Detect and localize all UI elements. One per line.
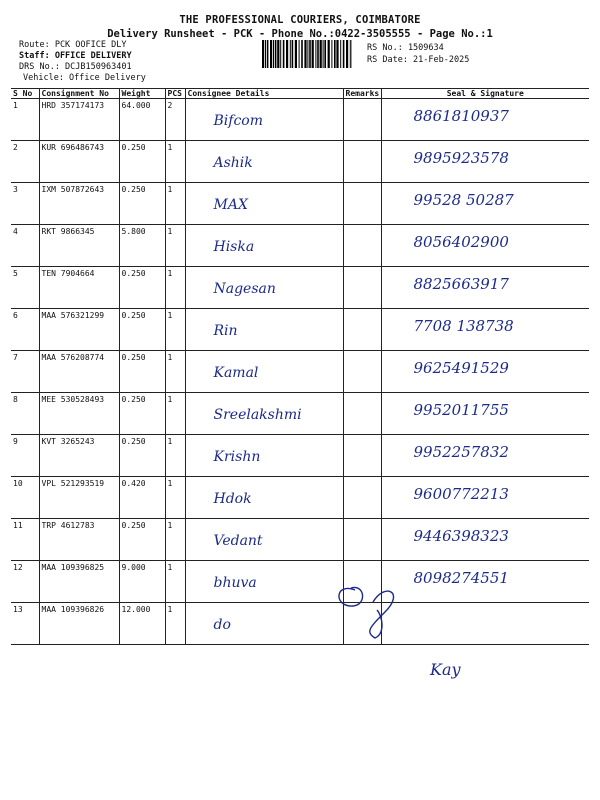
cell-pcs-text: 1 (167, 227, 173, 236)
cell-signature-text: 9625491529 (413, 359, 509, 377)
cell-weight-text: 0.250 (121, 311, 146, 320)
cell-weight-text: 0.250 (121, 395, 146, 404)
cell-remarks (343, 393, 381, 435)
barcode-bar (270, 40, 272, 68)
cell-consignment-no-text: MAA 576208774 (41, 353, 105, 362)
cell-consignee-name-text: Bifcom (213, 113, 263, 129)
barcode-bar (265, 40, 266, 68)
cell-signature (381, 393, 589, 435)
cell-consignee-name (185, 435, 343, 477)
footer-initials-signature: Kay (430, 660, 461, 679)
cell-consignment-no (39, 435, 119, 477)
cell-consignment-no (39, 309, 119, 351)
cell-pcs-text: 1 (167, 143, 173, 152)
cell-signature-text: 9446398323 (413, 527, 509, 545)
drs-info: DRS No.: DCJB150963401 (19, 62, 132, 72)
cell-pcs (165, 183, 185, 225)
cell-consignment-no-text: TEN 7904664 (41, 269, 95, 278)
cell-remarks (343, 99, 381, 141)
cell-pcs (165, 141, 185, 183)
rs-date: RS Date: 21-Feb-2025 (367, 55, 470, 65)
cell-weight (119, 99, 165, 141)
cell-pcs-text: 1 (167, 395, 173, 404)
cell-weight-text: 0.250 (121, 521, 146, 530)
barcode-bar (295, 40, 297, 68)
cell-sno (11, 225, 39, 267)
cell-signature (381, 309, 589, 351)
cell-sno-text: 2 (13, 143, 18, 152)
barcode-bar (315, 40, 316, 68)
cell-weight-text: 0.250 (121, 353, 146, 362)
cell-remarks (343, 183, 381, 225)
barcode-bar (267, 40, 269, 68)
cell-consignee-name-text: Krishn (213, 449, 261, 465)
cell-consignment-no-text: MAA 576321299 (41, 311, 105, 320)
cell-consignment-no (39, 141, 119, 183)
barcode-image (262, 40, 352, 68)
cell-pcs (165, 519, 185, 561)
cell-weight-text: 0.250 (121, 185, 146, 194)
cell-signature (381, 435, 589, 477)
cell-consignment-no-text: MEE 530528493 (41, 395, 105, 404)
col-consignment: Consignment No (39, 89, 119, 99)
cell-pcs-text: 1 (167, 479, 173, 488)
cell-signature-text: 8098274551 (413, 569, 509, 587)
cell-remarks (343, 477, 381, 519)
cell-signature-text: 9895923578 (413, 149, 509, 167)
cell-sno-text: 11 (13, 521, 23, 530)
cell-consignee-name (185, 99, 343, 141)
cell-pcs-text: 1 (167, 605, 173, 614)
cell-sno-text: 3 (13, 185, 18, 194)
barcode-bar (290, 40, 291, 68)
cell-consignee-name (185, 225, 343, 267)
cell-weight-text: 64.000 (121, 101, 151, 110)
barcode-bar (262, 40, 264, 68)
col-seal-signature: Seal & Signature (381, 89, 589, 99)
cell-weight (119, 141, 165, 183)
table-row (11, 267, 589, 309)
barcode-bar (334, 40, 336, 68)
barcode-bar (317, 40, 319, 68)
cell-consignee-name (185, 351, 343, 393)
table-row (11, 225, 589, 267)
cell-consignment-no-text: TRP 4612783 (41, 521, 95, 530)
scribble-mark (325, 562, 420, 642)
barcode-bar (280, 40, 281, 68)
cell-consignee-name-text: bhuva (213, 575, 257, 591)
cell-consignment-no (39, 183, 119, 225)
cell-sno (11, 267, 39, 309)
barcode-bar (320, 40, 322, 68)
cell-signature (381, 351, 589, 393)
cell-consignee-name (185, 519, 343, 561)
cell-consignee-name (185, 603, 343, 645)
cell-sno-text: 4 (13, 227, 18, 236)
vehicle-info: Vehicle: Office Delivery (23, 73, 146, 83)
col-pcs: PCS (165, 89, 185, 99)
cell-signature (381, 267, 589, 309)
runsheet-table (11, 88, 589, 645)
cell-consignment-no (39, 225, 119, 267)
cell-consignee-name-text: Nagesan (213, 281, 276, 297)
cell-remarks (343, 351, 381, 393)
cell-pcs-text: 1 (167, 311, 173, 320)
cell-pcs-text: 1 (167, 437, 173, 446)
barcode-bar (328, 40, 330, 68)
cell-consignment-no-text: KUR 696486743 (41, 143, 105, 152)
cell-sno (11, 435, 39, 477)
cell-consignment-no (39, 519, 119, 561)
table-row (11, 393, 589, 435)
cell-weight (119, 477, 165, 519)
cell-pcs (165, 477, 185, 519)
cell-sno-text: 5 (13, 269, 18, 278)
cell-sno (11, 561, 39, 603)
table-row (11, 561, 589, 603)
cell-consignment-no (39, 477, 119, 519)
cell-sno (11, 141, 39, 183)
cell-consignee-name (185, 141, 343, 183)
barcode-bar (304, 40, 306, 68)
barcode-bar (350, 40, 351, 68)
cell-consignment-no-text: VPL 521293519 (41, 479, 105, 488)
cell-pcs (165, 99, 185, 141)
barcode-bar (340, 40, 341, 68)
cell-consignee-name (185, 393, 343, 435)
cell-consignee-name (185, 309, 343, 351)
cell-consignment-no-text: RKT 9866345 (41, 227, 95, 236)
table-row (11, 183, 589, 225)
cell-sno (11, 603, 39, 645)
cell-weight (119, 561, 165, 603)
cell-signature-text: 9600772213 (413, 485, 509, 503)
cell-signature (381, 225, 589, 267)
cell-pcs-text: 1 (167, 185, 173, 194)
table-row (11, 99, 589, 141)
barcode-bar (273, 40, 274, 68)
barcode-bar (324, 40, 326, 68)
staff-info: Staff: OFFICE DELIVERY (19, 51, 132, 61)
cell-pcs (165, 309, 185, 351)
table-row (11, 603, 589, 645)
cell-weight-text: 0.250 (121, 269, 146, 278)
cell-signature-text: 99528 50287 (413, 191, 514, 209)
cell-consignment-no-text: MAA 109396826 (41, 605, 105, 614)
barcode-bar (286, 40, 288, 68)
cell-sno-text: 9 (13, 437, 18, 446)
document-title: THE PROFESSIONAL COURIERS, COIMBATORE (179, 14, 421, 26)
cell-pcs-text: 2 (167, 101, 173, 110)
cell-consignee-name-text: Hiska (213, 239, 255, 255)
barcode-bar (307, 40, 308, 68)
barcode-bar (275, 40, 277, 68)
table-row (11, 477, 589, 519)
cell-consignment-no-text: KVT 3265243 (41, 437, 95, 446)
cell-weight (119, 435, 165, 477)
route-info: Route: PCK OOFICE DLY (19, 40, 127, 50)
cell-consignment-no (39, 267, 119, 309)
cell-pcs-text: 1 (167, 353, 173, 362)
cell-consignee-name (185, 267, 343, 309)
barcode-bar (331, 40, 332, 68)
cell-sno-text: 12 (13, 563, 23, 572)
cell-consignee-name-text: Vedant (213, 533, 263, 549)
barcode-bar (299, 40, 300, 68)
cell-pcs (165, 603, 185, 645)
cell-weight (119, 519, 165, 561)
cell-sno-text: 1 (13, 101, 18, 110)
cell-pcs (165, 393, 185, 435)
col-weight: Weight (119, 89, 165, 99)
barcode-bar (301, 40, 303, 68)
cell-sno-text: 7 (13, 353, 18, 362)
cell-pcs (165, 435, 185, 477)
cell-consignee-name (185, 477, 343, 519)
cell-signature-text: 8056402900 (413, 233, 509, 251)
barcode-bar (283, 40, 285, 68)
cell-weight-text: 0.420 (121, 479, 146, 488)
cell-sno (11, 393, 39, 435)
cell-weight (119, 393, 165, 435)
cell-sno (11, 99, 39, 141)
cell-sno-text: 6 (13, 311, 18, 320)
cell-pcs (165, 351, 185, 393)
table-row (11, 351, 589, 393)
cell-signature (381, 141, 589, 183)
cell-remarks (343, 435, 381, 477)
cell-sno-text: 13 (13, 605, 23, 614)
table-header-row (11, 89, 589, 99)
cell-weight-text: 5.800 (121, 227, 146, 236)
rs-number: RS No.: 1509634 (367, 43, 444, 53)
barcode-bar (346, 40, 348, 68)
cell-signature (381, 477, 589, 519)
cell-consignment-no (39, 393, 119, 435)
document-subtitle: Delivery Runsheet - PCK - Phone No.:0422-3505555 - Page No.:1 (107, 28, 493, 40)
cell-weight (119, 225, 165, 267)
cell-signature-text: 7708 138738 (413, 317, 514, 335)
cell-weight (119, 351, 165, 393)
cell-weight-text: 12.000 (121, 605, 151, 614)
cell-remarks (343, 519, 381, 561)
cell-weight (119, 603, 165, 645)
cell-consignment-no-text: MAA 109396825 (41, 563, 105, 572)
cell-sno (11, 183, 39, 225)
cell-remarks (343, 225, 381, 267)
cell-weight (119, 267, 165, 309)
cell-signature-text: 9952257832 (413, 443, 509, 461)
cell-consignee-name (185, 561, 343, 603)
barcode-bar (323, 40, 324, 68)
barcode-bar (312, 40, 314, 68)
barcode-bar (292, 40, 294, 68)
barcode-bar (309, 40, 311, 68)
cell-weight-text: 0.250 (121, 437, 146, 446)
cell-remarks (343, 141, 381, 183)
cell-consignment-no-text: IXM 507872643 (41, 185, 105, 194)
col-remarks: Remarks (343, 89, 381, 99)
cell-consignment-no-text: HRD 357174173 (41, 101, 105, 110)
cell-signature-text: 8825663917 (413, 275, 509, 293)
cell-signature (381, 183, 589, 225)
cell-consignment-no (39, 603, 119, 645)
barcode-bar (277, 40, 279, 68)
cell-consignee-name-text: Kamal (213, 365, 259, 381)
barcode-bar (336, 40, 338, 68)
cell-consignment-no (39, 561, 119, 603)
cell-pcs (165, 267, 185, 309)
cell-signature (381, 99, 589, 141)
cell-weight-text: 9.000 (121, 563, 146, 572)
cell-sno (11, 477, 39, 519)
cell-consignee-name-text: Hdok (213, 491, 252, 507)
cell-consignee-name-text: Sreelakshmi (213, 407, 302, 423)
cell-pcs-text: 1 (167, 563, 173, 572)
cell-remarks (343, 309, 381, 351)
table-row (11, 309, 589, 351)
table-row (11, 519, 589, 561)
col-consignee: Consignee Details (185, 89, 343, 99)
table-row (11, 435, 589, 477)
cell-consignee-name-text: Rin (213, 323, 238, 339)
cell-signature-text: 8861810937 (413, 107, 509, 125)
cell-consignee-name-text: MAX (213, 197, 248, 213)
cell-consignee-name (185, 183, 343, 225)
cell-weight (119, 309, 165, 351)
col-sno: S No (11, 89, 39, 99)
cell-remarks (343, 267, 381, 309)
table-row (11, 141, 589, 183)
cell-consignment-no (39, 99, 119, 141)
cell-weight-text: 0.250 (121, 143, 146, 152)
cell-pcs (165, 225, 185, 267)
cell-pcs (165, 561, 185, 603)
cell-sno (11, 309, 39, 351)
cell-weight (119, 183, 165, 225)
cell-signature (381, 519, 589, 561)
cell-sno (11, 519, 39, 561)
cell-consignee-name-text: do (213, 617, 231, 633)
cell-consignee-name-text: Ashik (213, 155, 253, 171)
cell-pcs-text: 1 (167, 521, 173, 530)
barcode-bar (343, 40, 345, 68)
cell-sno-text: 10 (13, 479, 23, 488)
cell-consignment-no (39, 351, 119, 393)
cell-sno (11, 351, 39, 393)
cell-signature-text: 9952011755 (413, 401, 509, 419)
cell-sno-text: 8 (13, 395, 18, 404)
cell-pcs-text: 1 (167, 269, 173, 278)
